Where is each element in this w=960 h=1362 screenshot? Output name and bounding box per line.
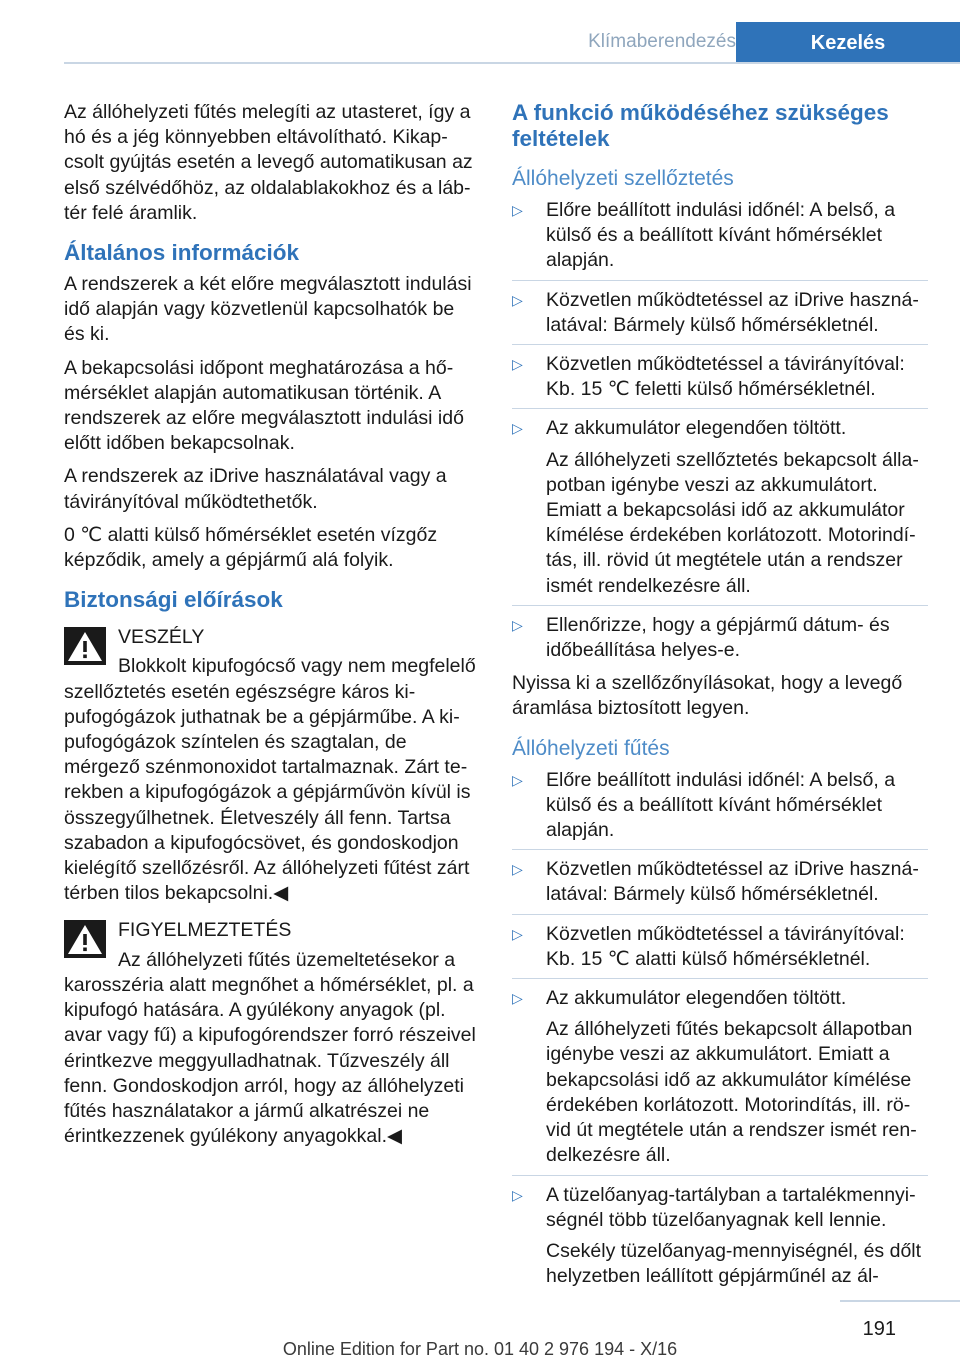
list-item: ▷ Közvetlen működtetéssel a távirányítóval: Kb. 15 ℃ alatti külső hőmérsékletnél. — [512, 922, 905, 970]
divider — [512, 849, 928, 850]
safety-heading: Biztonsági előírások — [64, 587, 283, 613]
list-item: ▷ Közvetlen működtetéssel az iDrive használatával: Bármely külső hőmérsékletnél. — [512, 288, 919, 336]
list-item-detail: Az állóhelyzeti fűtés bekapcsolt állapotban igénybe veszi az akkumulátort. Emiatt a bekapcsolási idő az akkumulátor kímélése érdekében korlátozott. Motorindítás, ill. rövid út megtétele után a rendszer ismét rendelkezésre áll. — [546, 1018, 917, 1167]
danger-warning — [64, 625, 480, 906]
header-rule — [64, 62, 960, 64]
ventilation-note: Nyissa ki a szellőzőnyílásokat, hogy a levegő áramlása biztosított legyen. — [512, 672, 903, 720]
divider — [512, 344, 928, 345]
bullet-triangle-icon: ▷ — [512, 356, 523, 373]
divider — [512, 914, 928, 915]
general-info-heading: Általános információk — [64, 240, 300, 266]
list-item: ▷ Az akkumulátor elegendően töltött. Az állóhelyzeti szellőztetés bekapcsolt állapotban igénybe veszi az akkumulátort. Emiatt a bekapcsolási idő az akkumulátor kímélése érdekében korlátozott. Motorindítás, ill. rövid út megtétele után a rendszer ismét rendelkezésre áll. — [512, 416, 928, 598]
list-item: ▷ Ellenőrizze, hogy a gépjármű dátum- és időbeállítása helyes-e. — [512, 613, 890, 662]
danger-warning-title: VESZÉLY — [118, 626, 205, 649]
divider — [512, 978, 928, 979]
header-chapter-tab[interactable]: Kezelés — [736, 22, 960, 64]
conditions-heading: A funkció működéséhez szükséges feltételek — [512, 100, 889, 151]
heating-list — [512, 768, 928, 1290]
list-item-detail: Az állóhelyzeti szellőztetés bekapcsolt állapotban igénybe veszi az akkumulátort. Emiatt a bekapcsolási idő az akkumulátor kímélése érdekében korlátozott. Motorindítás, ill. rövid út megtétele után a rendszer ismét rendelkezésre áll. — [546, 448, 919, 597]
list-item: ▷ Közvetlen működtetéssel a távirányítóval: Kb. 15 ℃ feletti külső hőmérsékletnél. — [512, 353, 905, 401]
list-item: ▷ A tüzelőanyag-tartályban a tartalékmennyiségnél több tüzelőanyagnak kell lennie. Csekély tüzelőanyag-mennyiségnél, és dőlt helyzetben leállított gépjárműnél az ál- — [512, 1183, 928, 1290]
warning-triangle-icon — [64, 920, 106, 958]
list-item-detail: Csekély tüzelőanyag-mennyiségnél, és dőlt helyzetben leállított gépjárműnél az ál- — [546, 1239, 922, 1288]
bullet-triangle-icon: ▷ — [512, 990, 523, 1007]
general-paragraph-3: A rendszerek az iDrive használatával vagy a távirányítóval működtethetők. — [64, 465, 447, 513]
ventilation-list — [512, 198, 928, 663]
footer-edition-text: Online Edition for Part no. 01 40 2 976 194 - X/16 — [282, 1339, 678, 1359]
bullet-triangle-icon: ▷ — [512, 202, 523, 218]
heating-heading: Állóhelyzeti fűtés — [512, 736, 670, 760]
general-paragraph-1: A rendszerek a két előre megválasztott indulási idő alapján vagy közvetlenül kapcsolhatók be és ki. — [64, 273, 472, 346]
caution-warning — [64, 918, 480, 1149]
bullet-triangle-icon: ▷ — [512, 861, 523, 878]
ventilation-heading: Állóhelyzeti szellőztetés — [512, 167, 734, 190]
list-item: ▷ Közvetlen működtetéssel az iDrive használatával: Bármely külső hőmérsékletnél. — [512, 858, 919, 906]
divider — [512, 408, 928, 409]
caution-warning-text: Az állóhelyzeti fűtés üzemeltetésekor a karosszéria alatt megnőhet a hőmérséklet, pl. a kipufogó hatására. A gyúlékony anyagok (pl. avar vagy fű) a kipufogórendszer forró részeivel érintkezve meggyulladhatnak. Tűzveszély áll fenn. Gondoskodjon arról, hogy az állóhelyzeti fűtés használatakor a jármű alkatrészei ne érintkezzenek gyúlékony anyagokkal.◀ — [64, 948, 476, 1148]
general-paragraph-4: 0 ℃ alatti külső hőmérséklet esetén vízgőz képződik, amely a gépjármű alá folyik. — [64, 523, 438, 572]
footer-rule — [840, 1300, 960, 1302]
general-paragraph-2: A bekapcsolási időpont meghatározása a hőmérséklet alapján automatikusan történik. A rendszerek az előre megválasztott indulási idő előtt időben bekapcsolnak. — [64, 356, 464, 455]
divider — [512, 605, 928, 606]
divider — [512, 280, 928, 281]
bullet-triangle-icon: ▷ — [512, 616, 523, 633]
danger-warning-text: Blokkolt kipufogócső vagy nem megfelelő szellőztetés esetén egészségre káros kipufogógázok juthatnak be a gépjárműbe. A kipufogógázok színtelen és szagtalan, de mérgező szénmonoxidot tartalmaznak. Zárt terekben a kipufogógázok a gépjárművön kívül is összegyűlhetnek. Életveszély áll fenn. Tartsa szabadon a kipufogócsövet, és gondoskodjon kielégítő szellőzésről. Az állóhelyzeti fűtést zárt térben tilos bekapcsolni.◀ — [64, 655, 476, 905]
bullet-triangle-icon: ▷ — [512, 420, 523, 437]
bullet-triangle-icon: ▷ — [512, 925, 523, 942]
page-number: 191 — [862, 1318, 896, 1340]
caution-warning-title: FIGYELMEZTETÉS — [118, 919, 292, 942]
warning-triangle-icon — [64, 627, 106, 665]
list-item: ▷ Előre beállított indulási időnél: A belső, a külső és a beállított kívánt hőmérséklet alapján. — [512, 199, 896, 272]
header-section-label: Klímaberendezés — [588, 31, 736, 52]
right-column — [512, 100, 928, 1289]
bullet-triangle-icon: ▷ — [512, 1186, 523, 1203]
bullet-triangle-icon: ▷ — [512, 291, 523, 308]
intro-paragraph: Az állóhelyzeti fűtés melegíti az utasteret, így a hó és a jég könnyebben eltávolítható. Kikapcsolt gyújtás esetén a levegő automatikusan az első szélvédőhöz, az oldalablakokhoz és a lábtér felé áramlik. — [64, 101, 473, 224]
list-item: ▷ Az akkumulátor elegendően töltött. Az állóhelyzeti fűtés bekapcsolt állapotban igénybe veszi az akkumulátort. Emiatt a bekapcsolási idő az akkumulátor kímélése érdekében korlátozott. Motorindítás, ill. rövid út megtétele után a rendszer ismét rendelkezésre áll. — [512, 986, 928, 1168]
bullet-triangle-icon: ▷ — [512, 771, 523, 788]
divider — [512, 1175, 928, 1176]
list-item: ▷ Előre beállított indulási időnél: A belső, a külső és a beállított kívánt hőmérséklet alapján. — [512, 768, 896, 842]
left-column — [64, 100, 480, 1157]
